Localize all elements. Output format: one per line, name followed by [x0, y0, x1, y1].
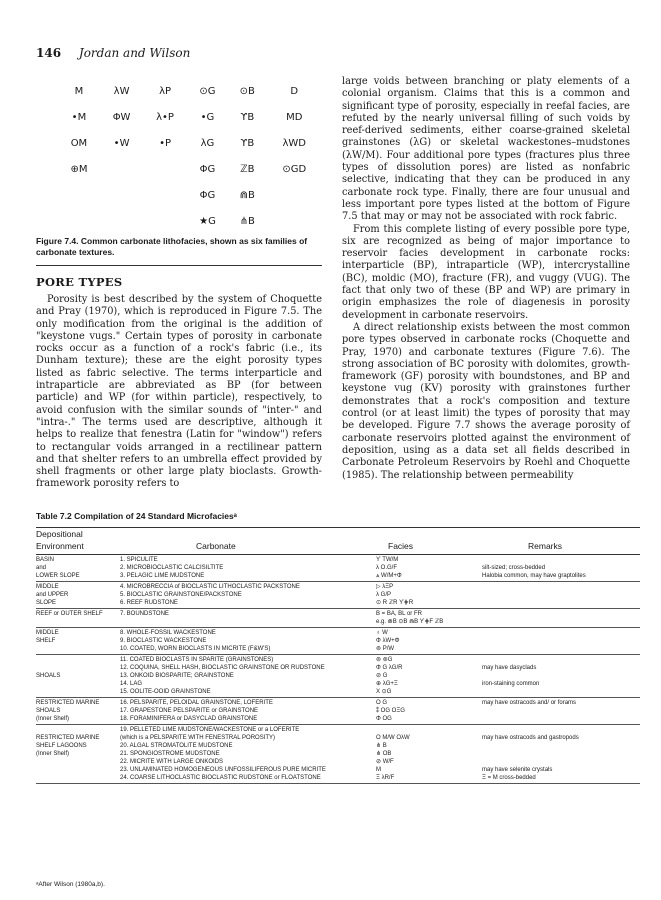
cell-carbonate: 18. FORAMINIFERA or DASYCLAD GRAINSTONE	[120, 716, 258, 722]
table-group	[36, 609, 640, 628]
cell-facies: Φ G λG/R	[376, 665, 403, 671]
section-divider	[36, 265, 322, 266]
figure-row	[58, 182, 322, 208]
table-row	[36, 774, 640, 782]
cell-environment: and UPPER	[36, 592, 69, 598]
cell-facies: ⊙ R ℤR ϒ⋕R	[376, 600, 414, 606]
table-row	[36, 572, 640, 580]
figure-symbol: λP	[159, 85, 172, 97]
figure-symbol	[100, 156, 143, 182]
table-row	[36, 688, 640, 696]
header-carbonate: Carbonate	[196, 541, 236, 551]
figure-symbol: •W	[113, 137, 130, 149]
figure-symbol: M	[74, 85, 84, 97]
table-row	[36, 610, 640, 618]
table-body	[36, 555, 640, 784]
microfacies-table	[36, 527, 640, 784]
cell-carbonate: (which is a PELSPARITE WITH FENESTRAL POROSITY)	[120, 735, 276, 741]
cell-facies: ♁ W	[376, 630, 388, 636]
table-row	[36, 715, 640, 723]
cell-carbonate: 3. PELAGIC LIME MUDSTONE	[120, 573, 205, 579]
header-environment-2: Environment	[36, 541, 84, 551]
cell-facies: ⋔ OB	[376, 751, 392, 757]
figure-symbol: λ•P	[156, 111, 174, 123]
cell-environment: REEF or OUTER SHELF	[36, 611, 103, 617]
table-group	[36, 698, 640, 725]
cell-carbonate: 10. COATED, WORN BIOCLASTS IN MICRITE (F&W'S)	[120, 646, 271, 652]
figure-row	[58, 104, 322, 130]
cell-environment: MIDDLE	[36, 630, 59, 636]
figure-row	[58, 78, 322, 104]
figure-symbol: ⊙B	[239, 85, 255, 97]
cell-environment: (Inner Shelf)	[36, 751, 70, 757]
figure-symbol	[143, 156, 187, 182]
cell-carbonate: 21. SPONGIOSTROME MUDSTONE	[120, 751, 220, 757]
table-row	[36, 766, 640, 774]
cell-carbonate: 7. BOUNDSTONE	[120, 611, 169, 617]
cell-facies: Ξ λR/F	[376, 775, 395, 781]
cell-facies: ϒ TW/M	[376, 557, 399, 563]
table-row	[36, 656, 640, 664]
header-facies: Facies	[388, 541, 414, 551]
cell-carbonate: 20. ALGAL STROMATOLITE MUDSTONE	[120, 743, 233, 749]
figure-row	[58, 156, 322, 182]
cell-remarks: may have selenite crystals	[482, 767, 553, 773]
cell-carbonate: 5. BIOCLASTIC GRAINSTONE/PACKSTONE	[120, 592, 242, 598]
figure-symbol	[100, 208, 143, 234]
table-row	[36, 629, 640, 637]
figure-symbol: •G	[200, 111, 215, 123]
figure-symbol	[143, 182, 187, 208]
header-remarks: Remarks	[528, 541, 563, 551]
figure-symbol	[143, 208, 187, 234]
figure-symbol: ΦW	[112, 111, 131, 123]
cell-facies: Φ OG	[376, 716, 392, 722]
cell-facies: Φ λW+Φ	[376, 638, 400, 644]
table-row	[36, 742, 640, 750]
figure-symbol: D	[290, 85, 299, 97]
cell-facies: ⊘ W/F	[376, 759, 394, 765]
figure-symbol: MD	[286, 111, 303, 123]
cell-carbonate: 4. MICROBRECCIA of BIOCLASTIC LITHOCLASTIC PACKSTONE	[120, 584, 300, 590]
cell-remarks: may have dasyclads	[482, 665, 537, 671]
table-row	[36, 564, 640, 572]
table-title: Table 7.2 Compilation of 24 Standard Microfaciesᵃ	[36, 511, 237, 521]
cell-facies: ⊕ λG+Ξ	[376, 681, 398, 687]
figure-symbol: ΦG	[199, 189, 216, 201]
figure-symbol: ⋒B	[239, 189, 255, 201]
header-environment-1: Depositional	[36, 529, 83, 539]
cell-facies: λ O.G/F	[376, 565, 397, 571]
cell-facies: M	[376, 767, 381, 773]
cell-environment: SHOALS	[36, 708, 61, 714]
table-row	[36, 734, 640, 742]
cell-facies: ▷ λΞP	[376, 584, 394, 590]
paragraph: From this complete listing of every possible pore type, six are recognized as being of major importance to reservoir facies development in carbonate rocks: interparticle (BP), intraparticle (WP), intercrystalline (BC), moldic (MO), fracture (FR), and vuggy (VUG). The fact that only two of these (BP and WP) are primary in origin emphasizes the role of diagenesis in porosity development in carbonate reservoirs.	[342, 223, 630, 321]
cell-remarks: may have ostracods and gastropods	[482, 735, 579, 741]
cell-carbonate: 17. GRAPESTONE PELSPARITE or GRAINSTONE	[120, 708, 259, 714]
figure-symbol: ⋔B	[239, 215, 255, 227]
figure-symbol: ⊙GD	[282, 163, 307, 175]
cell-environment: RESTRICTED MARINE	[36, 735, 100, 741]
cell-carbonate: 16. PELSPARITE, PELOIDAL GRAINSTONE, LOFERITE	[120, 700, 273, 706]
table-group	[36, 725, 640, 784]
cell-carbonate: 24. COARSE LITHOCLASTIC BIOCLASTIC RUDSTONE or FLOATSTONE	[120, 775, 321, 781]
cell-facies: ⩓ W/M+Φ	[376, 573, 402, 579]
paragraph: A direct relationship exists between the most common pore types observed in carbonate rocks (Choquette and Pray, 1970) and carbonate textures (Figure 7.6). The strong association of BC porosity with dolomites, growth-framework (GF) porosity with boundstones, and BP and keystone vug (KV) porosity with grainstones further demonstrates that a rock's composition and texture control (or at least limit) the types of porosity that may be developed. Figure 7.7 shows the average porosity of carbonate reservoirs plotted against the environment of deposition, using as a data set all fields described in Carbonate Petroleum Reservoirs by Roehl and Choquette (1985). The relationship between permeability	[342, 321, 630, 481]
table-group	[36, 655, 640, 698]
figure-symbol: •P	[159, 137, 172, 149]
table-row	[36, 672, 640, 680]
table-row	[36, 750, 640, 758]
cell-environment: SHELF	[36, 638, 56, 644]
cell-facies: O M/W OλW	[376, 735, 410, 741]
cell-carbonate: 6. REEF RUDSTONE	[120, 600, 178, 606]
table-row	[36, 758, 640, 766]
page-number: 146	[36, 46, 62, 60]
cell-remarks: Ξ = M cross-bedded	[482, 775, 536, 781]
cell-facies: λ G/P	[376, 592, 392, 598]
figure-symbol: •M	[71, 111, 87, 123]
cell-remarks: Halobia common, may have graptolites	[482, 573, 586, 579]
figure-symbol: ϒB	[240, 137, 255, 149]
cell-carbonate: 9. BIOCLASTIC WACKESTONE	[120, 638, 207, 644]
figure-symbol: ΦG	[199, 163, 216, 175]
figure-symbol: λWD	[282, 137, 306, 149]
cell-environment: LOWER SLOPE	[36, 573, 80, 579]
cell-environment: and	[36, 565, 47, 571]
cell-carbonate: 15. OOLITE-OOID GRAINSTONE	[120, 689, 211, 695]
cell-facies: B = BA, BL or FR	[376, 611, 422, 617]
page-header	[36, 46, 190, 60]
cell-environment: SLOPE	[36, 600, 57, 606]
table-row	[36, 591, 640, 599]
cell-environment: MIDDLE	[36, 584, 59, 590]
table-row	[36, 583, 640, 591]
figure-symbol: ℤB	[240, 163, 255, 175]
table-group	[36, 628, 640, 655]
table-row	[36, 556, 640, 564]
figure-symbol	[58, 182, 100, 208]
table-row	[36, 726, 640, 734]
table-header	[36, 527, 640, 555]
figure-symbol	[266, 208, 322, 234]
figure-symbol: ϒB	[240, 111, 255, 123]
figure-symbol: OM	[70, 137, 88, 149]
table-row	[36, 699, 640, 707]
right-column-text	[342, 76, 630, 482]
cell-carbonate: 19. PELLETED LIME MUDSTONE/WACKESTONE or a LOFERITE	[120, 727, 300, 733]
figure-7-4-symbol-grid	[58, 78, 322, 234]
running-title: Jordan and Wilson	[78, 46, 191, 60]
figure-symbol: λW	[113, 85, 130, 97]
cell-environment: SHELF LAGOONS	[36, 743, 87, 749]
paragraph: Porosity is best described by the system of Choquette and Pray (1970), which is reproduced in Figure 7.5. The only modification from the original is the addition of "keystone vugs." Certain types of porosity in carbonate rocks occur as a function of a rock's fabric (i.e., its Dunham texture); these are the eight porosity types listed as fabric selective. The terms interparticle and intraparticle are abbreviated as BP (for between particle) and WP (for within particle), respectively, to avoid confusion with the similar sounds of "inter-" and "intra-." The terms used are descriptive, although it helps to realize that fenestra (Latin for "window") refers to rectangular voids arranged in a rectilinear pattern and that shelter refers to an umbrella effect provided by shell fragments or other large platy bioclasts. Growth-framework porosity refers to	[36, 294, 322, 490]
figure-symbol: ⊕M	[70, 163, 88, 175]
figure-symbol	[266, 182, 322, 208]
table-row	[36, 645, 640, 653]
figure-symbol	[58, 208, 100, 234]
left-column-text	[36, 294, 322, 491]
cell-carbonate: 11. COATED BIOCLASTS IN SPARITE (GRAINSTONES)	[120, 657, 274, 663]
cell-facies: ⁑ OG OΞG	[376, 708, 405, 714]
cell-environment: SHOALS	[36, 673, 61, 679]
table-group	[36, 555, 640, 582]
cell-environment: BASIN	[36, 557, 55, 563]
cell-facies: ⊘ G	[376, 673, 388, 679]
cell-carbonate: 13. ONKOID BIOSPARITE; GRAINSTONE	[120, 673, 234, 679]
table-row	[36, 707, 640, 715]
cell-remarks: may have ostracods and/ or forams	[482, 700, 577, 706]
cell-facies: ⊚ ⊚G	[376, 657, 393, 663]
cell-carbonate: 23. UNLAMINATED HOMOGENEOUS UNFOSSILIFEROUS PURE MICRITE	[120, 767, 326, 773]
table-row	[36, 618, 640, 626]
figure-symbol: ⊙G	[199, 85, 216, 97]
table-row	[36, 637, 640, 645]
cell-facies: X ⊙G	[376, 689, 392, 695]
figure-row	[58, 130, 322, 156]
figure-caption: Figure 7.4. Common carbonate lithofacies, shown as six families of carbonate textures.	[36, 236, 308, 257]
table-group	[36, 582, 640, 609]
cell-carbonate: 14. LAG	[120, 681, 143, 687]
cell-facies: e.g. ⋒B ⊙B ⋒B ϒ⋕F ℤB	[376, 619, 444, 625]
cell-environment: (Inner Shelf)	[36, 716, 70, 722]
table-row	[36, 680, 640, 688]
table-row	[36, 599, 640, 607]
figure-symbol: ★G	[199, 215, 216, 227]
figure-symbol: λG	[200, 137, 215, 149]
cell-facies: ⋔ B	[376, 743, 387, 749]
cell-carbonate: 12. COQUINA, SHELL HASH, BIOCLASTIC GRAINSTONE OR RUDSTONE	[120, 665, 325, 671]
cell-facies: O G	[376, 700, 388, 706]
paragraph: large voids between branching or platy elements of a colonial organism. Claims that this is a common and significant type of porosity, especially in reefal facies, are refuted by the nearly universal filling of such voids by reef-derived sediments, either coarse-grained skeletal grainstones (λG) or skeletal wackestones–mudstones (λW/M). Four additional pore types (fractures plus three types of dissolution pores) are listed as nonfabric selective, indicating that they can be produced in any carbonate rock type. Finally, there are four unusual and less important pore types listed at the bottom of Figure 7.5 that may or may not be associated with rock fabric.	[342, 76, 630, 223]
section-title: PORE TYPES	[36, 275, 123, 289]
cell-environment: RESTRICTED MARINE	[36, 700, 100, 706]
cell-carbonate: 8. WHOLE-FOSSIL WACKESTONE	[120, 630, 216, 636]
cell-carbonate: 1. SPICULITE	[120, 557, 158, 563]
cell-remarks: silt-sized; cross-bedded	[482, 565, 546, 571]
table-row	[36, 664, 640, 672]
cell-remarks: iron-staining common	[482, 681, 540, 687]
cell-carbonate: 22. MICRITE WITH LARGE ONKOIDS	[120, 759, 224, 765]
figure-symbol	[100, 182, 143, 208]
figure-row	[58, 208, 322, 234]
cell-facies: ⊚ P/W	[376, 646, 395, 652]
cell-carbonate: 2. MICROBIOCLASTIC CALCISILTITE	[120, 565, 224, 571]
table-footnote: ᵃAfter Wilson (1980a,b).	[36, 881, 105, 888]
